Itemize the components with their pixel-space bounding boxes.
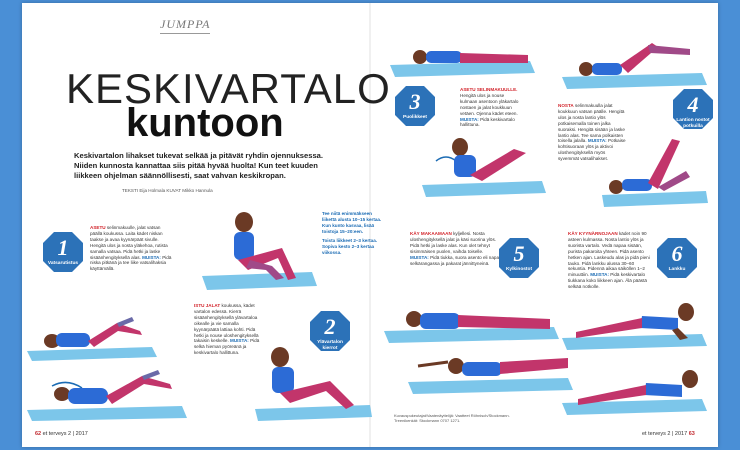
lead-paragraph: Keskivartalon lihakset tukevat selkää ja pitävät ryhdin ojennuksessa. Niiden kunnosta kannattaa siis pitää hyvää huolta! Kun teet kuuden liikkeen ohjelman säännöllisesti, saat vahvan keskikropan. bbox=[74, 151, 324, 180]
exercise-6-body: kädet noin 90 asteen kulmassa. Nosta lantio ylös ja suorista vartalo. Vedä napaa sisään, purista pakaroita yhteen. Pidä asento hetken ajan. Laskeudu alas ja pidä pieni tauko. Pidä lankku alussa 30–60 sekuntia. Pidennä aikaa säiköllen 1–2 minuuttiin. bbox=[568, 231, 650, 278]
exercise-1-number: 1 bbox=[57, 235, 69, 260]
exercise-4-photo-a bbox=[562, 33, 712, 93]
photo-caption: Kuvauspukeutajat/Vaatenäyttelijä: Vaatteet Röhnisch/Stockmann. Treenikenkät: Stockmann 0707 1271. bbox=[394, 413, 510, 423]
folio-right-mag: et terveys bbox=[642, 431, 666, 437]
exercise-2-number: 2 bbox=[324, 314, 336, 339]
exercise-2-photo-b bbox=[250, 343, 380, 433]
exercise-3-tip: Pidä keskivartalo hallittuna. bbox=[460, 116, 515, 128]
exercise-1-name: Vatsarutistus bbox=[47, 261, 79, 266]
exercise-5-badge bbox=[498, 237, 540, 279]
exercise-5-tip-label: MUISTA: bbox=[410, 254, 429, 260]
folio-left-issue: 2 | 2017 bbox=[68, 431, 88, 437]
exercise-4-tip-label: MUISTA: bbox=[587, 138, 607, 144]
exercise-2-body: koukussa, kädet vartalon edessä. Kierrä sisäänhengityksellä ylävartaloa oikealle ja vie samalla kyynärpäätä lattiaa kohti. Pidä hetki ja nouse uloshengityksellä takaisin keskelle. bbox=[194, 303, 259, 344]
exercise-1-tip: Pidä niska pitkänä ja tee liike vatsalihaksia käyttämällä. bbox=[90, 254, 172, 272]
magazine-spread bbox=[22, 3, 718, 447]
title-line2: kuntoon bbox=[126, 101, 284, 145]
exercise-1-lead: ASETU bbox=[90, 225, 106, 230]
exercise-2-text bbox=[194, 303, 260, 356]
exercise-1-body: selinmakuulle, jalat vatsan päällä koukussa. Laita kädet niskan taakse ja avaa kyynärpäät sivulle. Hengitä ulos ja nosta yläkehoa, rutista samalla vatsaa. Pidä hetki ja laske sisäänhengityksellä alas. bbox=[90, 225, 168, 260]
exercise-5-body: kyljellesi. Nosta uloshengityksellä jalat ja käsi suorina ylös. Pidä hetki ja laske alas. Kun olet tehnyt sisimmäisen puolen, vaihda toiselle. bbox=[410, 231, 497, 254]
exercise-5-text bbox=[410, 231, 502, 266]
reps-note-line2: Toista liikkeet 2–3 kertaa. Sopiva kesto 2–3 kertaa viikossa. bbox=[322, 238, 378, 255]
exercise-2-tip-label: MUISTA: bbox=[230, 338, 249, 344]
exercise-6-tip: Pidä keskivartalo tiukkana koko liikkeen ajan. Älä päästä selkää notkolle. bbox=[568, 272, 647, 290]
credits: TEKSTI Eija Holmala KUVAT Mikko Hannula bbox=[122, 188, 213, 193]
exercise-1-text bbox=[90, 225, 174, 272]
exercise-3-lead: ASETU SELINMAKUULLE. bbox=[460, 87, 518, 92]
exercise-5-lead: KÄY MAKAAMAAN bbox=[410, 231, 452, 236]
exercise-3-body: Hengitä ulos ja nouse kulmaan asentoon yläkartalo nostaen ja jalat koukkuun vetäen. Ojenna kädet eteen. bbox=[460, 92, 519, 116]
exercise-6-photo-b bbox=[562, 363, 712, 418]
exercise-2-photo-a bbox=[192, 208, 322, 303]
section-label: JUMPPA bbox=[160, 17, 211, 31]
folio-left-page: 62 bbox=[35, 431, 42, 437]
exercise-3-number: 3 bbox=[409, 89, 421, 114]
folio-right-page: 63 bbox=[688, 431, 695, 437]
exercise-1-tip-label: MUISTA: bbox=[142, 254, 161, 260]
exercise-4-lead: NOSTA bbox=[558, 103, 574, 108]
exercise-5-tip: Pidä tiukka, suora asento eli napa selkärangassa ja pakarat jännittyneinä. bbox=[410, 254, 500, 266]
exercise-5-name: Kylkinostot bbox=[505, 267, 533, 272]
exercise-3-tip-label: MUISTA: bbox=[460, 116, 479, 122]
exercise-1-badge bbox=[42, 231, 84, 273]
exercise-5-photo-b bbox=[408, 348, 578, 398]
exercise-6-name: Lankku bbox=[668, 267, 686, 272]
folio-left bbox=[35, 431, 88, 437]
exercise-6-photo-a bbox=[562, 298, 712, 353]
exercise-5-number: 5 bbox=[513, 241, 525, 266]
exercise-3-photo-a bbox=[390, 41, 540, 81]
exercise-4-badge bbox=[672, 88, 714, 130]
reps-note-line1: Tee niitä enimmäkseen liikettä alusta 10–15 kertaa. Kun kunto kasvaa, lisää toistoja 15–20:een. bbox=[322, 211, 382, 234]
exercise-4-name: Lantion nostot potkuilla bbox=[676, 118, 710, 129]
exercise-6-text bbox=[568, 231, 650, 290]
reps-note bbox=[322, 211, 382, 256]
exercise-3-badge bbox=[394, 85, 436, 127]
exercise-2-name: Ylävartalon kierrot bbox=[317, 340, 343, 351]
exercise-5-photo-a bbox=[384, 301, 564, 346]
exercise-2-lead: ISTU JALAT bbox=[194, 303, 221, 308]
exercise-4-tip: Potkaise kohtisuoraan ylös ja aktivoi uloshengityksellä myös syvemmät vatsalihakset. bbox=[558, 138, 626, 162]
exercise-3-photo-b bbox=[422, 131, 552, 206]
exercise-4-photo-b bbox=[602, 131, 712, 211]
folio-left-mag: et terveys bbox=[42, 431, 67, 437]
section-rule bbox=[160, 33, 210, 34]
exercise-6-lead: KÄY KYYNÄRNOJAAN bbox=[568, 231, 618, 236]
exercise-2-tip: Pidä selkä hieman pyöreänä ja keskivartalo hallittuna. bbox=[194, 338, 260, 356]
exercise-3-name: Puolikkeet bbox=[403, 115, 427, 120]
title-line1: KESKIVARTALO bbox=[66, 65, 391, 112]
folio-right-issue: 2 | 2017 bbox=[667, 431, 688, 437]
exercise-1-photo-b bbox=[22, 358, 192, 423]
exercise-6-badge bbox=[656, 237, 698, 279]
exercise-2-badge bbox=[309, 310, 351, 352]
exercise-1-photo-a bbox=[22, 303, 162, 363]
exercise-4-number: 4 bbox=[687, 92, 699, 117]
exercise-3-text bbox=[460, 87, 522, 128]
exercise-6-number: 6 bbox=[671, 241, 683, 266]
exercise-4-body: selinmakuulla jalat koukkuun vatsan päälle. Hengitä ulos ja nosta lantio ylös potkaisemalla toinen jalka suoraksi. Hengitä sisään ja laske lantio alas. Tee sama polkaisten toisella jalalla. bbox=[558, 103, 625, 144]
folio-right bbox=[642, 431, 695, 437]
exercise-6-tip-label: MUISTA: bbox=[590, 272, 610, 278]
